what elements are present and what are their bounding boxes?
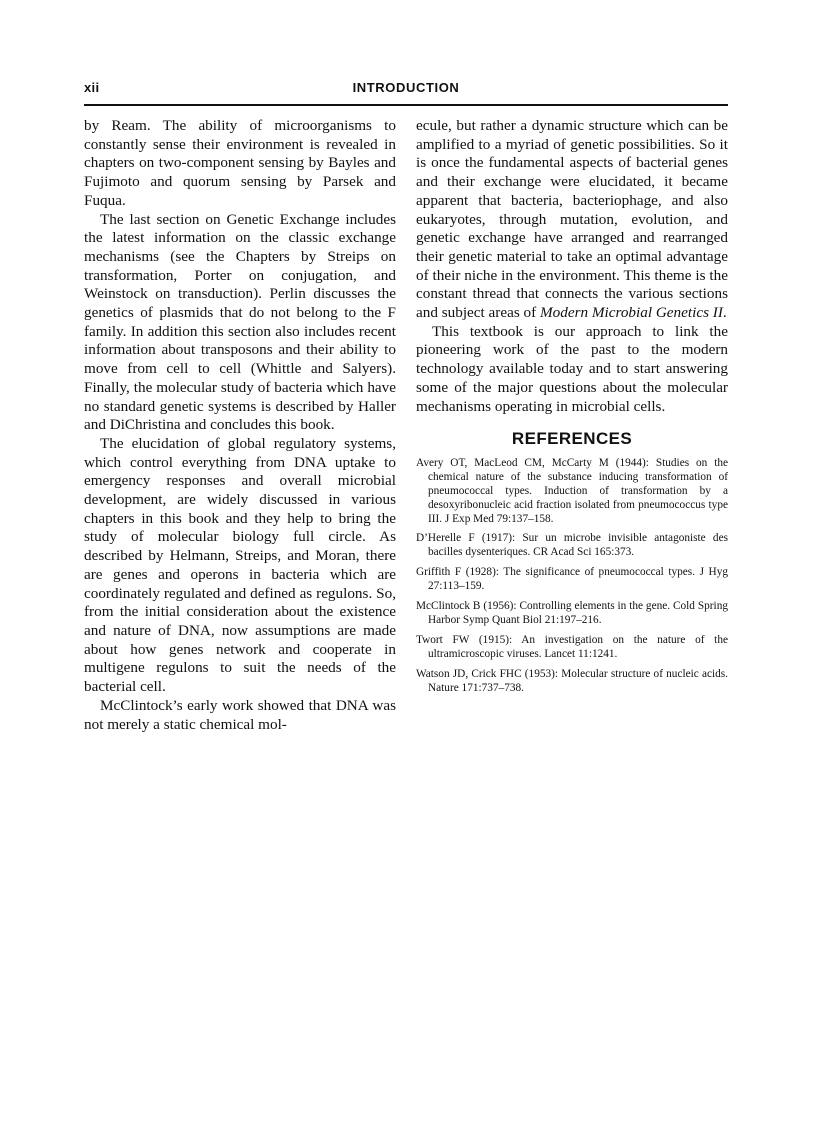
- book-title: Modern Microbial Genetics II: [539, 304, 723, 322]
- paragraph-end: .: [722, 304, 727, 322]
- running-title: INTRODUCTION: [352, 80, 460, 95]
- header-rule: [84, 104, 728, 106]
- paragraph: The last section on Genetic Exchange includes the latest information on the classic exchange mechanisms (see the Chapters by Streips on transformation, Porter on conjugation, and Weinstock on transduction). Perlin discusses the genetics of plasmids that do not belong to the F family. In addition this section also includes recent information about transposons and their ability to move from cell to cell (Whittle and Salyers). Finally, the molecular study of bacteria which have no standard genetic systems is described by Haller and DiChristina and concludes this book.: [84, 210, 396, 434]
- reference-item: Twort FW (1915): An investigation on the nature of the ultramicroscopic viruses. Lancet 11:1241.: [416, 633, 728, 660]
- references-list: [416, 457, 728, 696]
- references-heading: REFERENCES: [511, 429, 633, 449]
- reference-item: Avery OT, MacLeod CM, McCarty M (1944): Studies on the chemical nature of the substance inducing transformation of pneumococcal types. Induction of transformation by a desoxyribonucleic acid fraction isolated from pneumococcus type III. J Exp Med 79:137–158.: [416, 456, 728, 525]
- reference-item: McClintock B (1956): Controlling elements in the gene. Cold Spring Harbor Symp Quant Biol 21:197–216.: [416, 600, 728, 627]
- reference-item: D’Herelle F (1917): Sur un microbe invisible antagoniste des bacilles dysenteriques. CR Acad Sci 165:373.: [416, 532, 728, 559]
- paragraph: [416, 117, 728, 323]
- paragraph-text: ecule, but rather a dynamic structure which can be amplified to a myriad of genetic possibilities. So it is once the fundamental aspects of bacterial genes and their exchange were elucidated, it became apparent that bacteria, bacteriophage, and also eukaryotes, through mutation, evolution, and genetic exchange have arranged and rearranged their genetic material to take an optimal advantage of their niche in the environment. This theme is the constant thread that connects the various sections and subject areas of: [416, 117, 728, 322]
- paragraph: by Ream. The ability of microorganisms to constantly sense their environment is revealed in chapters on two-component sensing by Bayles and Fujimoto and quorum sensing by Parsek and Fuqua.: [84, 117, 396, 209]
- page-number: xii: [84, 80, 100, 95]
- paragraph: The elucidation of global regulatory systems, which control everything from DNA uptake to emergency responses and overall microbial development, are widely discussed in various chapters in this book and they help to bring the study of molecular biology full circle. As described by Helmann, Streips, and Moran, there are genes and operons in bacteria which are coordinately regulated and defined as regulons. So, from the initial consideration about the existence and nature of DNA, now assumptions are made about how genes network and cooperate in multigene regulons to suit the needs of the bacterial cell.: [84, 434, 396, 696]
- right-column: [416, 117, 728, 702]
- reference-item: Watson JD, Crick FHC (1953): Molecular structure of nucleic acids. Nature 171:737–738.: [416, 667, 728, 694]
- paragraph: McClintock’s early work showed that DNA was not merely a static chemical mol-: [84, 696, 396, 733]
- paragraph: This textbook is our approach to link the pioneering work of the past to the modern technology available today and to start answering some of the major questions about the molecular mechanisms operating in microbial cells.: [416, 322, 728, 415]
- reference-item: Griffith F (1928): The significance of pneumococcal types. J Hyg 27:113–159.: [416, 566, 728, 593]
- left-column: [84, 117, 396, 734]
- page-header: [84, 80, 728, 98]
